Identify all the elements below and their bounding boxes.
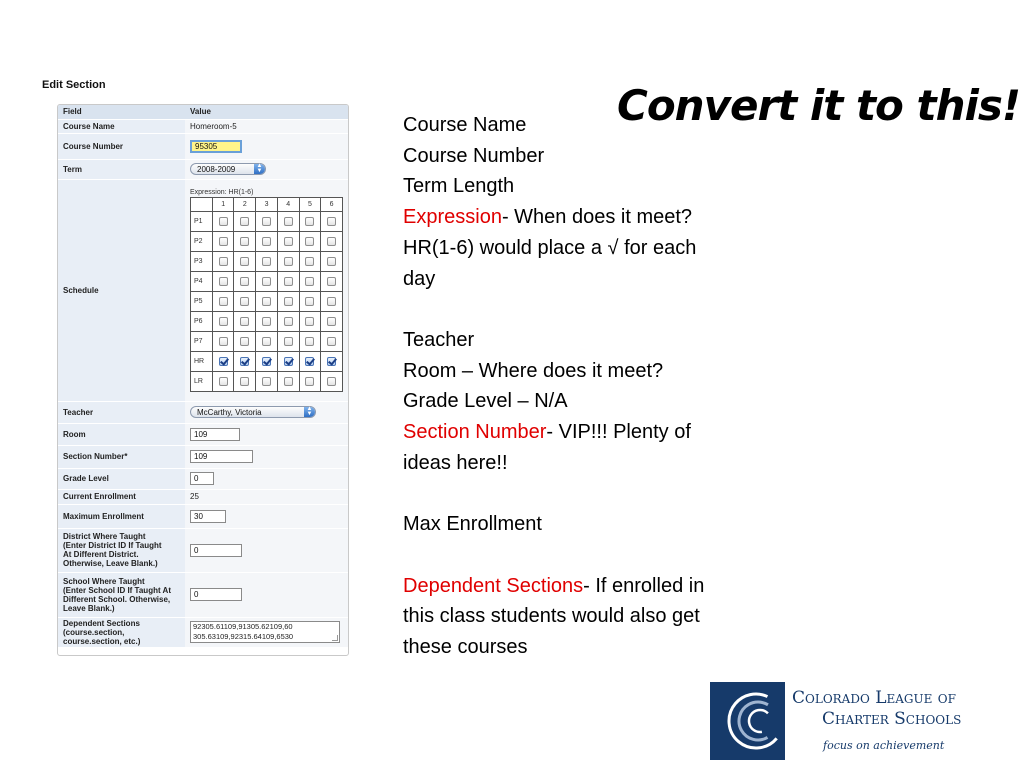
note-expression-line3: day [403, 267, 436, 290]
room-label: Room [58, 423, 185, 445]
edit-section-form [57, 104, 349, 656]
schedule-checkbox[interactable] [262, 257, 271, 266]
schedule-checkbox[interactable] [305, 257, 314, 266]
schedule-cell [277, 292, 299, 312]
schedule-cell [212, 352, 234, 372]
note-dependent-line2: this class students would also get [403, 605, 700, 628]
note-section-key: Section Number [403, 421, 547, 444]
schedule-checkbox[interactable] [219, 237, 228, 246]
schedule-cell [256, 252, 278, 272]
schedule-cell [277, 352, 299, 372]
note-dependent-key: Dependent Sections [403, 574, 584, 597]
schedule-checkbox[interactable] [284, 337, 293, 346]
note-expression-line2: HR(1-6) would place a √ for each [403, 236, 697, 259]
schedule-expression: Expression: HR(1-6) [190, 189, 254, 196]
logo-tagline: focus on achievement [823, 739, 945, 752]
schedule-checkbox[interactable] [240, 277, 249, 286]
note-dependent-line3: these courses [403, 635, 528, 658]
label-line: (Enter School ID If Taught At [63, 585, 171, 595]
schedule-cell [299, 312, 321, 332]
schedule-cell [212, 312, 234, 332]
schedule-period-row [191, 252, 343, 272]
schedule-checkbox[interactable] [305, 317, 314, 326]
schedule-cell [277, 232, 299, 252]
colorado-league-logo [710, 682, 1010, 762]
schedule-checkbox-checked[interactable] [219, 357, 228, 366]
logo-line2: Charter Schools [822, 709, 962, 729]
schedule-cell [212, 252, 234, 272]
schedule-cell [212, 212, 234, 232]
room-input[interactable]: 109 [190, 428, 240, 441]
schedule-period-row [191, 212, 343, 232]
schedule-cell [234, 352, 256, 372]
schedule-cell [277, 372, 299, 392]
schedule-checkbox[interactable] [219, 377, 228, 386]
schedule-cell [321, 272, 343, 292]
schedule-checkbox[interactable] [240, 337, 249, 346]
edit-section-title: Edit Section [42, 79, 106, 91]
schedule-period-row [191, 292, 343, 312]
label-line: course.section, etc.) [63, 636, 141, 646]
section-number-label: Section Number* [58, 445, 185, 468]
schedule-period-label: P3 [191, 252, 213, 272]
schedule-checkbox[interactable] [327, 257, 336, 266]
maximum-enrollment-input[interactable]: 30 [190, 510, 226, 523]
schedule-cell [277, 332, 299, 352]
current-enrollment-label: Current Enrollment [58, 489, 185, 504]
course-number-label: Course Number [58, 133, 185, 159]
schedule-grid-corner [191, 198, 213, 212]
schedule-cell [299, 352, 321, 372]
schedule-cell [299, 272, 321, 292]
schedule-checkbox[interactable] [262, 237, 271, 246]
school-where-taught-label [58, 572, 185, 617]
schedule-checkbox-checked[interactable] [284, 357, 293, 366]
note-grade-level: Grade Level – N/A [403, 390, 568, 413]
edit-section-table [58, 105, 348, 648]
note-expression-rest: - When does it meet? [501, 206, 693, 229]
schedule-checkbox[interactable] [262, 277, 271, 286]
schedule-checkbox[interactable] [262, 377, 271, 386]
logo-wordmark [792, 688, 961, 730]
schedule-cell [256, 212, 278, 232]
schedule-checkbox[interactable] [327, 237, 336, 246]
schedule-period-row [191, 332, 343, 352]
schedule-period-row [191, 312, 343, 332]
schedule-checkbox[interactable] [327, 377, 336, 386]
logo-line1: Colorado League of [792, 688, 956, 708]
schedule-period-label: P7 [191, 332, 213, 352]
schedule-period-label: P6 [191, 312, 213, 332]
schedule-checkbox-checked[interactable] [240, 357, 249, 366]
section-number-input[interactable]: 109 [190, 450, 253, 463]
logo-swirl-icon [710, 682, 785, 760]
schedule-checkbox[interactable] [284, 317, 293, 326]
schedule-checkbox[interactable] [262, 217, 271, 226]
textarea-line: 92305.61109,91305.62109,60 [193, 622, 293, 631]
schedule-cell [277, 272, 299, 292]
schedule-checkbox[interactable] [219, 217, 228, 226]
current-enrollment-value: 25 [185, 489, 348, 504]
schedule-cell [299, 252, 321, 272]
schedule-checkbox[interactable] [262, 297, 271, 306]
dependent-sections-textarea[interactable] [190, 621, 340, 643]
schedule-checkbox[interactable] [240, 257, 249, 266]
schedule-cell [256, 372, 278, 392]
schedule-checkbox-checked[interactable] [327, 357, 336, 366]
schedule-checkbox[interactable] [284, 217, 293, 226]
schedule-cell [299, 372, 321, 392]
schedule-cell [234, 212, 256, 232]
note-room: Room – Where does it meet? [403, 359, 664, 382]
schedule-cell [234, 312, 256, 332]
schedule-checkbox[interactable] [284, 257, 293, 266]
schedule-checkbox[interactable] [327, 217, 336, 226]
label-line: (course.section, [63, 627, 125, 637]
note-course-name: Course Name [403, 114, 527, 136]
schedule-cell [299, 232, 321, 252]
note-course-number: Course Number [403, 144, 545, 167]
schedule-cell [321, 312, 343, 332]
district-where-taught-label [58, 528, 185, 572]
term-select-value: 2008-2009 [197, 164, 236, 174]
schedule-cell [234, 272, 256, 292]
schedule-cell [212, 372, 234, 392]
value-column-header: Value [185, 105, 348, 119]
schedule-cell [212, 272, 234, 292]
term-label: Term [58, 159, 185, 179]
schedule-day-header: 2 [234, 198, 256, 212]
schedule-cell [256, 332, 278, 352]
schedule-label: Schedule [58, 179, 185, 401]
schedule-cell [321, 212, 343, 232]
schedule-day-header: 4 [277, 198, 299, 212]
schedule-cell [256, 352, 278, 372]
school-where-taught-input[interactable]: 0 [190, 588, 242, 601]
schedule-checkbox[interactable] [284, 297, 293, 306]
schedule-checkbox[interactable] [240, 237, 249, 246]
schedule-cell [256, 232, 278, 252]
schedule-cell [321, 232, 343, 252]
label-line: Different School. Otherwise, [63, 594, 171, 604]
schedule-checkbox[interactable] [240, 317, 249, 326]
schedule-period-label: LR [191, 372, 213, 392]
schedule-cell [277, 252, 299, 272]
schedule-period-label: P2 [191, 232, 213, 252]
schedule-cell [212, 232, 234, 252]
note-expression [403, 202, 803, 233]
note-section-rest: - VIP!!! Plenty of [546, 421, 691, 444]
schedule-cell [256, 272, 278, 292]
note-expression-key: Expression [403, 206, 502, 229]
schedule-cell [256, 312, 278, 332]
schedule-cell [234, 292, 256, 312]
schedule-checkbox[interactable] [305, 337, 314, 346]
schedule-cell [321, 352, 343, 372]
schedule-cell [321, 372, 343, 392]
schedule-cell [234, 332, 256, 352]
schedule-checkbox[interactable] [240, 377, 249, 386]
select-arrows-icon: ▲ ▼ [254, 164, 265, 174]
note-term-length: Term Length [403, 175, 515, 198]
schedule-period-row [191, 272, 343, 292]
schedule-checkbox[interactable] [305, 297, 314, 306]
slide-heading: Convert it to this! [617, 81, 1021, 130]
slide-notes [403, 110, 803, 663]
grade-level-input[interactable]: 0 [190, 472, 214, 485]
schedule-period-row [191, 372, 343, 392]
schedule-cell [277, 212, 299, 232]
schedule-checkbox[interactable] [284, 277, 293, 286]
schedule-checkbox[interactable] [262, 317, 271, 326]
schedule-grid [190, 197, 343, 392]
maximum-enrollment-label: Maximum Enrollment [58, 504, 185, 528]
schedule-period-label: P5 [191, 292, 213, 312]
schedule-checkbox[interactable] [219, 297, 228, 306]
note-teacher: Teacher [403, 328, 475, 351]
schedule-checkbox[interactable] [219, 257, 228, 266]
schedule-cell [299, 332, 321, 352]
schedule-checkbox[interactable] [219, 277, 228, 286]
schedule-day-header: 6 [321, 198, 343, 212]
schedule-cell [212, 332, 234, 352]
select-arrows-icon: ▲ ▼ [304, 407, 315, 417]
schedule-cell [212, 292, 234, 312]
schedule-checkbox[interactable] [240, 217, 249, 226]
schedule-period-row [191, 232, 343, 252]
schedule-cell [321, 292, 343, 312]
course-number-input[interactable]: 95305 [190, 140, 242, 153]
label-line: Otherwise, Leave Blank.) [63, 559, 158, 568]
grade-level-label: Grade Level [58, 468, 185, 489]
teacher-label: Teacher [58, 401, 185, 423]
schedule-cell [321, 252, 343, 272]
schedule-checkbox[interactable] [284, 377, 293, 386]
term-select[interactable] [190, 163, 266, 175]
schedule-checkbox-checked[interactable] [262, 357, 271, 366]
schedule-checkbox[interactable] [305, 237, 314, 246]
schedule-checkbox-checked[interactable] [305, 357, 314, 366]
schedule-period-label: P4 [191, 272, 213, 292]
label-line: School Where Taught [63, 576, 145, 586]
schedule-cell [234, 232, 256, 252]
course-name-label: Course Name [58, 119, 185, 133]
field-column-header: Field [58, 105, 185, 119]
schedule-cell [234, 252, 256, 272]
schedule-cell [299, 292, 321, 312]
label-line: (Enter District ID If Taught [63, 541, 162, 550]
label-line: District Where Taught [63, 532, 146, 541]
schedule-period-label: HR [191, 352, 213, 372]
note-dependent-sections [403, 571, 803, 602]
schedule-day-header: 3 [256, 198, 278, 212]
district-where-taught-input[interactable]: 0 [190, 544, 242, 557]
schedule-period-row [191, 352, 343, 372]
schedule-checkbox[interactable] [219, 317, 228, 326]
schedule-checkbox[interactable] [327, 277, 336, 286]
teacher-select[interactable] [190, 406, 316, 418]
schedule-cell [321, 332, 343, 352]
schedule-checkbox[interactable] [284, 237, 293, 246]
schedule-checkbox[interactable] [327, 337, 336, 346]
schedule-checkbox[interactable] [305, 377, 314, 386]
textarea-line: 305.63109,92315.64109,6530 [193, 632, 294, 641]
label-line: At Different District. [63, 550, 139, 559]
schedule-checkbox[interactable] [262, 337, 271, 346]
teacher-select-value: McCarthy, Victoria [197, 407, 262, 417]
label-line: Leave Blank.) [63, 603, 115, 613]
note-section-line2: ideas here!! [403, 451, 508, 474]
schedule-cell [256, 292, 278, 312]
schedule-cell [277, 312, 299, 332]
schedule-day-header: 5 [299, 198, 321, 212]
schedule-checkbox[interactable] [305, 277, 314, 286]
schedule-checkbox[interactable] [305, 217, 314, 226]
note-section-number [403, 417, 803, 448]
note-max-enrollment: Max Enrollment [403, 513, 542, 536]
label-line: Dependent Sections [63, 618, 140, 628]
schedule-checkbox[interactable] [219, 337, 228, 346]
schedule-cell [299, 212, 321, 232]
schedule-checkbox[interactable] [327, 317, 336, 326]
schedule-checkbox[interactable] [240, 297, 249, 306]
schedule-checkbox[interactable] [327, 297, 336, 306]
schedule-cell [234, 372, 256, 392]
schedule-day-header: 1 [212, 198, 234, 212]
note-dependent-rest: - If enrolled in [583, 574, 705, 597]
course-name-value: Homeroom-5 [185, 119, 348, 133]
schedule-period-label: P1 [191, 212, 213, 232]
dependent-sections-label [58, 617, 185, 647]
